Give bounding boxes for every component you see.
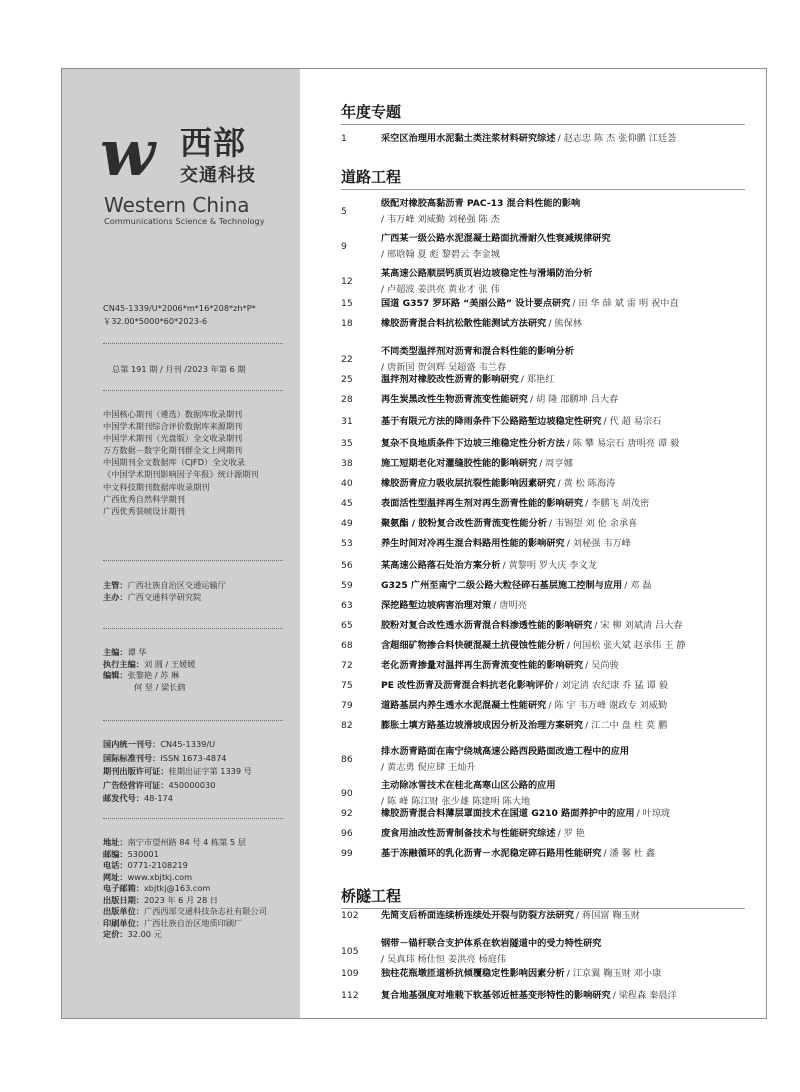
article-title-text: 先简支后桥面连续桥连续处开裂与防裂方法研究 (381, 910, 574, 921)
cn-label: 国内统一刊号： (103, 739, 161, 749)
article-authors: / 叶琼珑 (636, 808, 671, 819)
exec-editor-label: 执行主编： (103, 658, 144, 669)
publication-numbers (103, 738, 252, 806)
code-line-1: CN45-1339/U*2006*m*16*208*zh*P* (103, 303, 256, 313)
article-title-text: 道路基层内养生透水水泥混凝土性能研究 (381, 700, 547, 711)
article-title-text: 废食用油改性沥青制备技术与性能研究综述 (381, 828, 556, 839)
page-number: 79 (341, 700, 353, 711)
page-number: 56 (341, 560, 353, 571)
article-authors: / 田 华 薛 斌 雷 明 祝中直 (572, 298, 679, 309)
article-authors: / 陈 宇 韦万峰 谢政专 刘威勤 (548, 700, 668, 711)
article-title-text: 温拌剂对橡胶改性沥青的影响研究 (381, 374, 519, 385)
host-value: 广西交通科学研究院 (127, 591, 202, 602)
page-number: 15 (341, 298, 353, 309)
date-label: 出版日期： (103, 894, 144, 905)
article-title (381, 231, 611, 246)
article-title (381, 536, 631, 551)
article-title-text: 膨胀土填方路基边坡滑坡成因分析及治理方案研究 (381, 720, 584, 731)
host-label: 主办： (103, 591, 128, 602)
email-value: xbjtkj@163.com (143, 883, 211, 893)
article-title-text: 独柱花瓶墩匝道桥抗倾覆稳定性影响因素分析 (381, 968, 565, 979)
page-number: 99 (341, 848, 353, 859)
article-title (381, 698, 667, 713)
article-title (381, 678, 668, 693)
article-authors: / 江二中 盘 柱 莫 鹏 (585, 720, 668, 731)
article-title (381, 414, 661, 429)
logo-subtitle-cn: 交通科技 (180, 165, 256, 186)
page-number: 28 (341, 394, 353, 405)
article-title-text: 不同类型温拌剂对沥青和混合料性能的影响分析 (381, 346, 574, 357)
chief-editor-value: 谭 华 (127, 647, 147, 657)
issue-line: 总第 191 期 / 月刊 /2023 年第 6 期 (112, 364, 246, 374)
page-number: 86 (341, 754, 353, 765)
article-title (381, 196, 580, 211)
page-number: 109 (341, 968, 359, 979)
article-title (381, 908, 640, 923)
page-number: 105 (341, 946, 359, 957)
article-title (381, 266, 592, 281)
page-number: 25 (341, 374, 353, 385)
page-number: 49 (341, 518, 353, 529)
article-authors: / 黄黎明 罗大庆 李文龙 (502, 560, 597, 571)
address-value: 南宁市望州路 84 号 4 栋第 5 层 (127, 837, 246, 847)
article-title-text: 老化沥青掺量对温拌再生沥青流变性能的影响研究 (381, 660, 584, 671)
indexed-list (103, 408, 259, 517)
logo-subtitle-en: Communications Science & Technology (104, 216, 265, 226)
indexed-item: 中国期刊全文数据库（CJFD）全文收录 (103, 457, 245, 468)
article-title-text: 含超细矿物掺合料快硬混凝土抗侵蚀性能分析 (381, 640, 565, 651)
article-title (381, 846, 655, 861)
divider (103, 343, 283, 344)
printer-label: 印刷单位： (103, 917, 144, 928)
article-title-text: 施工短期老化对灌缝胶性能的影响研究 (381, 458, 538, 469)
page-number: 18 (341, 318, 353, 329)
article-title (381, 658, 619, 673)
article-title-text: 广西某一级公路水泥混凝土路面抗滑耐久性衰减规律研究 (381, 233, 611, 244)
article-authors: / 刘秘强 韦万峰 (566, 538, 631, 549)
indexed-item: 中国学术期刊（光盘版）全文收录期刊 (103, 433, 243, 444)
section-rule (341, 189, 745, 190)
article-authors: / 蒋国富 鞠玉财 (575, 910, 640, 921)
article-title-text: 排水沥青路面在南宁绕城高速公路西段路面改造工程中的应用 (381, 746, 630, 757)
article-title-text: 复杂不良地质条件下边坡三维稳定性分析方法 (381, 438, 565, 449)
page-number: 96 (341, 828, 353, 839)
postal-label: 邮发代号： (103, 793, 144, 804)
page-number: 68 (341, 640, 353, 651)
divider (103, 390, 283, 391)
ad-label: 广告经营许可证： (103, 779, 169, 790)
article-authors: / 韦锡望 刘 伦 余承喜 (548, 518, 638, 529)
chief-editor-label: 主编： (103, 647, 128, 657)
page-number: 1 (341, 133, 347, 144)
issn-value: ISSN 1673-4874 (160, 752, 227, 763)
article-authors: / 卢超波 姜洪亮 黄业才 张 伟 (381, 284, 500, 295)
article-title (381, 806, 670, 821)
article-title (381, 936, 602, 951)
article-title (381, 558, 597, 573)
email-label: 电子邮箱： (103, 883, 144, 893)
price-label: 定价： (103, 929, 128, 939)
exec-editor-value: 刘 圆 / 王媛媛 (143, 658, 196, 669)
editors-value-1: 张黎艳 / 苏 琳 (127, 670, 180, 680)
editors-block (103, 647, 195, 693)
section-rule (341, 124, 745, 125)
article-authors: / 吴尚骏 (585, 660, 619, 671)
price-value: 32.00 元 (127, 929, 162, 939)
article-title (381, 496, 649, 511)
zip-label: 邮编： (103, 848, 128, 859)
cn-value: CN45-1339/U (160, 739, 216, 749)
article-title-text: 主动除冰雪技术在桂北高寒山区公路的应用 (381, 780, 556, 791)
section-heading: 桥隧工程 (341, 887, 402, 905)
divider (103, 720, 283, 721)
page-number: 40 (341, 478, 353, 489)
article-title (381, 744, 629, 759)
contact-block (103, 837, 267, 941)
article-title (381, 618, 683, 633)
article-authors: / 熊保林 (548, 318, 582, 329)
page-number: 112 (341, 990, 359, 1001)
article-title (381, 638, 686, 653)
article-authors: / 唐明亮 (493, 600, 527, 611)
article-title-text: 橡胶沥青应力吸收层抗裂性能影响因素研究 (381, 478, 556, 489)
article-title-text: 深挖路堑边坡病害治理对策 (381, 600, 492, 611)
competent-label: 主管： (103, 580, 128, 590)
article-title-text: 采空区治理用水泥黏土类注浆材料研究综述 (381, 133, 556, 144)
page-number: 75 (341, 680, 353, 691)
article-title-text: 钢带－锚杆联合支护体系在软岩隧道中的受力特性研究 (381, 938, 602, 949)
zip-value: 530001 (127, 848, 159, 859)
article-authors: / 赵志忠 陈 杰 张仰鹏 江廷荟 (557, 133, 677, 144)
article-title (381, 316, 582, 331)
article-authors: / 刘定清 农纪康 乔 猛 谭 毅 (555, 680, 668, 691)
page-number: 38 (341, 458, 353, 469)
article-title (381, 718, 667, 733)
page-number: 63 (341, 600, 353, 611)
article-authors: / 吴真玮 杨仕恒 姜洪亮 杨庭伟 (381, 954, 507, 965)
page-number: 65 (341, 620, 353, 631)
article-authors: / 梁程森 秦晨洋 (612, 990, 677, 1001)
article-title-text: G325 广州至南宁二级公路大粒径碎石基层施工控制与应用 (381, 580, 623, 591)
article-title-text: 橡胶沥青混合料抗松散性能测试方法研究 (381, 318, 547, 329)
editors-label: 编辑： (103, 670, 128, 680)
printer-value: 广西壮族自治区地质印刷厂 (143, 917, 243, 928)
phone-value: 0771-2108219 (127, 860, 188, 870)
article-title-text: 再生炭黑改性生物沥青流变性能研究 (381, 394, 528, 405)
article-authors: / 罗 艳 (557, 828, 585, 839)
article-title (381, 131, 676, 146)
article-title (381, 456, 573, 471)
page-number: 59 (341, 580, 353, 591)
divider (103, 818, 283, 819)
web-label: 网址： (103, 871, 128, 882)
indexed-item: 广西优秀装帧设计期刊 (103, 505, 185, 516)
article-authors: / 邓 磊 (624, 580, 652, 591)
article-title (381, 372, 554, 387)
logo-title-cn: 西部 (180, 124, 247, 162)
article-title (381, 988, 677, 1003)
publisher-label: 出版单位： (103, 906, 144, 916)
article-title (381, 778, 556, 793)
article-authors: / 韦万峰 刘威勤 刘秘强 陈 杰 (381, 214, 500, 225)
address-label: 地址： (103, 837, 128, 847)
article-title-text: 国道 G357 罗环路 “美丽公路” 设计要点研究 (381, 298, 571, 309)
article-authors: / 唐新国 贺剑辉 吴超盛 韦兰春 (381, 362, 507, 373)
logo-title-en: Western China (104, 193, 250, 217)
article-authors: / 潘 馨 杜 鑫 (603, 848, 656, 859)
article-authors: / 何国松 张大斌 赵承伟 王 静 (566, 640, 686, 651)
ad-value: 450000030 (168, 779, 216, 790)
article-title-text: 橡胶沥青混合料薄层罩面技术在国道 G210 路面养护中的应用 (381, 808, 635, 819)
section-heading: 年度专题 (341, 103, 402, 121)
article-title-text: 胶粉对复合改性透水沥青混合料渗透性能的影响研究 (381, 620, 593, 631)
article-authors: / 胡 隆 邵鹏坤 吕大春 (530, 394, 619, 405)
article-title-text: 复合地基强度对堆载下软基邻近桩基变形特性的影响研究 (381, 990, 611, 1001)
article-title-text: 级配对橡胶高黏沥青 PAC-13 混合料性能的影响 (381, 198, 581, 209)
article-title-text: 基于冻融循环的乳化沥青－水泥稳定碎石路用性能研究 (381, 848, 602, 859)
article-authors: / 周亨娜 (539, 458, 573, 469)
article-title-text: 养生时间对冷再生混合料路用性能的影响研究 (381, 538, 565, 549)
article-title-text: 某高速公路落石处治方案分析 (381, 560, 501, 571)
article-authors: / 宋 柳 刘斌清 吕大春 (594, 620, 683, 631)
logo-letter: w (100, 116, 156, 191)
article-title-text: 聚氨酯 / 胶粉复合改性沥青流变性能分析 (381, 518, 547, 529)
permit-value: 桂期出证字第 1339 号 (168, 766, 252, 777)
indexed-item: 广西优秀自然科学期刊 (103, 493, 185, 504)
page-number: 53 (341, 538, 353, 549)
article-title-text: PE 改性沥青及沥青混合料抗老化影响评价 (381, 680, 554, 691)
article-title-text: 基于有限元方法的降雨条件下公路路堑边坡稳定性研究 (381, 416, 602, 427)
postal-value: 48-174 (143, 793, 173, 804)
indexed-item: 万方数据－数字化期刊群全文上网期刊 (103, 445, 243, 456)
publisher-value: 广西西部交通科技杂志社有限公司 (143, 906, 267, 916)
page-number: 35 (341, 438, 353, 449)
article-title (381, 578, 652, 593)
phone-label: 电话： (103, 860, 128, 870)
editors-value-2: 何 坚 / 梁长鸫 (134, 681, 186, 692)
section-heading: 道路工程 (341, 168, 402, 186)
divider (103, 628, 283, 629)
article-title (381, 476, 615, 491)
issn-label: 国际标准刊号： (103, 752, 161, 763)
article-authors: / 陈 攀 易宗石 唐明亮 谭 毅 (566, 438, 680, 449)
indexed-item: 《中国学术期刊影响因子年报》统计源期刊 (103, 469, 259, 480)
article-title-text: 某高速公路顺层钙质页岩边坡稳定性与滑塌防治分析 (381, 268, 593, 279)
page-number: 45 (341, 498, 353, 509)
page-number: 90 (341, 788, 353, 799)
article-title-text: 表面活性型温拌再生剂对再生沥青性能的影响研究 (381, 498, 584, 509)
article-authors: / 邢晗翰 夏 彪 黎碧云 李金城 (381, 249, 500, 260)
page-number: 5 (341, 206, 347, 217)
competent-value: 广西壮族自治区交通运输厅 (127, 580, 226, 590)
sponsors-block (103, 580, 226, 603)
divider (103, 560, 283, 561)
article-title (381, 436, 679, 451)
page-number: 82 (341, 720, 353, 731)
page-number: 72 (341, 660, 353, 671)
permit-label: 期刊出版许可证： (103, 766, 169, 777)
article-title (381, 966, 661, 981)
page-number: 31 (341, 416, 353, 427)
page-number: 22 (341, 354, 353, 365)
code-line-2: ￥32.00*5000*60*2023-6 (103, 316, 208, 326)
article-authors: / 江京翼 鞠玉财 邓小康 (566, 968, 662, 979)
article-title (381, 296, 679, 311)
article-authors: / 李鹏飞 胡茂密 (585, 498, 650, 509)
web-value: www.xbjtkj.com (127, 871, 193, 882)
indexed-item: 中国学术期刊综合评价数据库来源期刊 (103, 421, 243, 432)
date-value: 2023 年 6 月 28 日 (143, 894, 218, 905)
article-title (381, 516, 637, 531)
article-authors: / 代 超 易宗石 (603, 416, 662, 427)
article-authors: / 郑艳红 (520, 374, 555, 385)
indexed-item: 中文科技期刊数据库收录期刊 (103, 481, 210, 492)
article-title (381, 344, 574, 359)
page-number: 92 (341, 808, 353, 819)
page-number: 102 (341, 910, 359, 921)
page-number: 9 (341, 241, 347, 252)
article-title (381, 598, 527, 613)
article-authors: / 黄 松 陈海涛 (557, 478, 616, 489)
page-number: 12 (341, 276, 353, 287)
article-authors: / 陈 峰 陈江财 张少雄 陈建明 陈大地 (381, 796, 531, 807)
indexed-item: 中国核心期刊（遴选）数据库收录期刊 (103, 409, 243, 419)
article-title (381, 392, 618, 407)
article-title (381, 826, 585, 841)
article-authors: / 黄志勇 倪应肆 王灿升 (381, 762, 476, 773)
journal-logo (98, 118, 278, 228)
